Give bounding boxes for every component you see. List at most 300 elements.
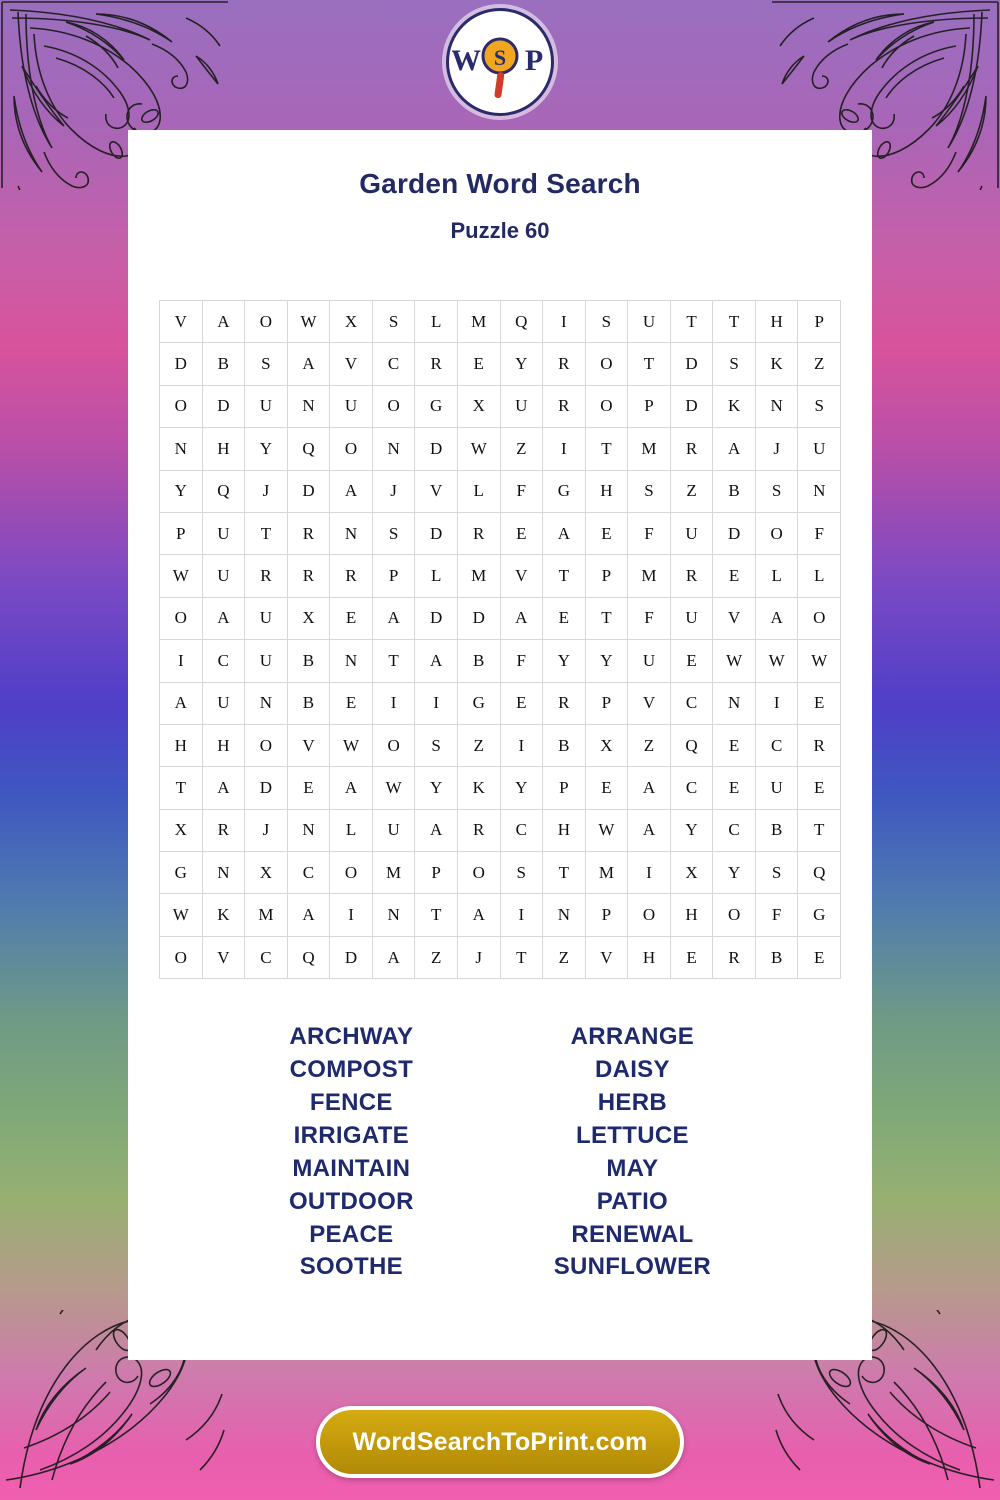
- grid-cell: B: [755, 936, 798, 978]
- grid-cell: Q: [670, 724, 713, 766]
- word-list-item: ARRANGE: [570, 1023, 695, 1051]
- grid-cell: E: [457, 343, 500, 385]
- grid-cell: O: [372, 724, 415, 766]
- grid-cell: D: [245, 767, 288, 809]
- grid-cell: A: [415, 640, 458, 682]
- word-list-item: SUNFLOWER: [553, 1253, 712, 1281]
- grid-cell: E: [585, 767, 628, 809]
- grid-cell: M: [457, 301, 500, 343]
- grid-cell: O: [245, 301, 288, 343]
- grid-cell: A: [628, 767, 671, 809]
- grid-cell: S: [585, 301, 628, 343]
- magnifier-icon: [452, 14, 548, 110]
- grid-cell: K: [713, 385, 756, 427]
- grid-cell: D: [713, 512, 756, 554]
- grid-cell: U: [798, 428, 841, 470]
- grid-cell: U: [202, 512, 245, 554]
- grid-cell: M: [628, 555, 671, 597]
- grid-cell: W: [160, 894, 203, 936]
- grid-cell: O: [160, 936, 203, 978]
- grid-cell: T: [585, 428, 628, 470]
- grid-cell: L: [330, 809, 373, 851]
- grid-cell: Y: [500, 767, 543, 809]
- grid-cell: R: [287, 512, 330, 554]
- grid-cell: A: [543, 512, 586, 554]
- grid-cell: U: [202, 682, 245, 724]
- grid-cell: F: [798, 512, 841, 554]
- grid-cell: Z: [670, 470, 713, 512]
- grid-row: [160, 512, 841, 554]
- grid-cell: A: [628, 809, 671, 851]
- grid-cell: I: [500, 894, 543, 936]
- grid-cell: U: [245, 640, 288, 682]
- grid-cell: T: [415, 894, 458, 936]
- grid-cell: R: [670, 428, 713, 470]
- grid-cell: S: [628, 470, 671, 512]
- grid-cell: I: [160, 640, 203, 682]
- grid-cell: Y: [500, 343, 543, 385]
- grid-cell: R: [543, 385, 586, 427]
- grid-cell: L: [798, 555, 841, 597]
- grid-cell: E: [543, 597, 586, 639]
- grid-row: [160, 640, 841, 682]
- grid-cell: V: [287, 724, 330, 766]
- grid-row: [160, 724, 841, 766]
- grid-cell: L: [415, 301, 458, 343]
- grid-cell: K: [755, 343, 798, 385]
- grid-cell: O: [713, 894, 756, 936]
- grid-row: [160, 809, 841, 851]
- grid-cell: D: [415, 512, 458, 554]
- grid-cell: L: [457, 470, 500, 512]
- grid-cell: Z: [628, 724, 671, 766]
- grid-cell: S: [415, 724, 458, 766]
- word-list-item: PEACE: [309, 1220, 394, 1248]
- grid-cell: O: [755, 512, 798, 554]
- grid-cell: P: [585, 555, 628, 597]
- grid-cell: R: [543, 682, 586, 724]
- grid-cell: Z: [543, 936, 586, 978]
- grid-cell: A: [372, 936, 415, 978]
- grid-cell: G: [160, 852, 203, 894]
- grid-cell: N: [330, 512, 373, 554]
- grid-cell: P: [372, 555, 415, 597]
- grid-cell: I: [415, 682, 458, 724]
- grid-cell: T: [670, 301, 713, 343]
- grid-cell: Y: [543, 640, 586, 682]
- grid-cell: F: [628, 512, 671, 554]
- grid-cell: P: [415, 852, 458, 894]
- grid-cell: Y: [585, 640, 628, 682]
- grid-cell: L: [755, 555, 798, 597]
- grid-cell: U: [670, 512, 713, 554]
- grid-cell: G: [415, 385, 458, 427]
- grid-cell: K: [457, 767, 500, 809]
- grid-cell: Z: [457, 724, 500, 766]
- word-list-item: ARCHWAY: [289, 1023, 414, 1051]
- grid-cell: P: [160, 512, 203, 554]
- grid-cell: X: [670, 852, 713, 894]
- grid-cell: O: [585, 385, 628, 427]
- word-list-item: MAINTAIN: [292, 1154, 411, 1182]
- grid-cell: E: [330, 682, 373, 724]
- puzzle-number: Puzzle 60: [450, 218, 550, 243]
- grid-cell: I: [755, 682, 798, 724]
- grid-cell: H: [202, 428, 245, 470]
- word-list-item: SOOTHE: [299, 1253, 403, 1281]
- grid-cell: Q: [798, 852, 841, 894]
- grid-cell: K: [202, 894, 245, 936]
- grid-cell: E: [500, 682, 543, 724]
- grid-cell: R: [202, 809, 245, 851]
- grid-row: [160, 428, 841, 470]
- site-logo: [446, 8, 554, 116]
- grid-cell: N: [713, 682, 756, 724]
- grid-cell: E: [798, 767, 841, 809]
- grid-cell: W: [287, 301, 330, 343]
- grid-cell: C: [670, 682, 713, 724]
- grid-cell: B: [755, 809, 798, 851]
- word-list-item: LETTUCE: [576, 1121, 689, 1149]
- grid-cell: P: [798, 301, 841, 343]
- grid-cell: N: [755, 385, 798, 427]
- grid-cell: E: [670, 640, 713, 682]
- grid-cell: M: [372, 852, 415, 894]
- grid-cell: Q: [202, 470, 245, 512]
- word-list-item: OUTDOOR: [288, 1187, 414, 1215]
- grid-cell: I: [500, 724, 543, 766]
- grid-cell: I: [372, 682, 415, 724]
- grid-cell: R: [670, 555, 713, 597]
- grid-cell: E: [585, 512, 628, 554]
- grid-cell: U: [202, 555, 245, 597]
- grid-cell: N: [202, 852, 245, 894]
- grid-cell: N: [330, 640, 373, 682]
- grid-row: [160, 852, 841, 894]
- grid-cell: U: [245, 597, 288, 639]
- grid-cell: M: [457, 555, 500, 597]
- grid-cell: V: [160, 301, 203, 343]
- grid-cell: J: [755, 428, 798, 470]
- grid-cell: A: [287, 343, 330, 385]
- grid-cell: W: [372, 767, 415, 809]
- grid-cell: S: [500, 852, 543, 894]
- grid-cell: L: [415, 555, 458, 597]
- grid-cell: U: [670, 597, 713, 639]
- word-list-item: FENCE: [309, 1089, 393, 1116]
- grid-cell: P: [543, 767, 586, 809]
- grid-cell: I: [330, 894, 373, 936]
- grid-cell: W: [457, 428, 500, 470]
- grid-row: [160, 470, 841, 512]
- grid-cell: I: [543, 301, 586, 343]
- svg-text:S: S: [493, 45, 507, 70]
- grid-cell: M: [245, 894, 288, 936]
- grid-cell: E: [713, 767, 756, 809]
- grid-cell: T: [713, 301, 756, 343]
- grid-cell: V: [330, 343, 373, 385]
- grid-cell: C: [755, 724, 798, 766]
- grid-cell: E: [500, 512, 543, 554]
- grid-cell: R: [798, 724, 841, 766]
- grid-cell: T: [585, 597, 628, 639]
- grid-cell: O: [457, 852, 500, 894]
- grid-cell: P: [585, 682, 628, 724]
- grid-cell: T: [245, 512, 288, 554]
- grid-cell: Z: [798, 343, 841, 385]
- grid-cell: A: [202, 597, 245, 639]
- puzzle-sheet: [128, 130, 872, 1360]
- grid-cell: C: [245, 936, 288, 978]
- grid-cell: X: [287, 597, 330, 639]
- grid-cell: H: [585, 470, 628, 512]
- svg-text:W: W: [452, 44, 481, 77]
- grid-cell: E: [798, 682, 841, 724]
- grid-cell: Y: [670, 809, 713, 851]
- grid-cell: P: [628, 385, 671, 427]
- word-list-item: COMPOST: [289, 1056, 414, 1084]
- grid-cell: W: [713, 640, 756, 682]
- grid-cell: N: [798, 470, 841, 512]
- grid-cell: H: [543, 809, 586, 851]
- grid-cell: V: [415, 470, 458, 512]
- grid-cell: V: [202, 936, 245, 978]
- word-list-item: PATIO: [596, 1187, 669, 1215]
- grid-cell: X: [245, 852, 288, 894]
- grid-cell: C: [372, 343, 415, 385]
- grid-cell: S: [798, 385, 841, 427]
- grid-cell: R: [457, 809, 500, 851]
- grid-cell: S: [245, 343, 288, 385]
- grid-cell: C: [713, 809, 756, 851]
- grid-cell: A: [372, 597, 415, 639]
- site-url-label: WordSearchToPrint.com: [352, 1427, 648, 1456]
- grid-cell: T: [372, 640, 415, 682]
- word-list-item: RENEWAL: [571, 1220, 694, 1248]
- grid-cell: A: [713, 428, 756, 470]
- grid-row: [160, 767, 841, 809]
- grid-cell: D: [287, 470, 330, 512]
- site-url-button[interactable]: [316, 1406, 684, 1478]
- grid-cell: D: [457, 597, 500, 639]
- grid-cell: E: [713, 724, 756, 766]
- grid-cell: T: [798, 809, 841, 851]
- grid-cell: R: [713, 936, 756, 978]
- grid-cell: W: [798, 640, 841, 682]
- grid-cell: H: [755, 301, 798, 343]
- grid-cell: E: [713, 555, 756, 597]
- grid-cell: Y: [160, 470, 203, 512]
- grid-cell: M: [628, 428, 671, 470]
- grid-cell: N: [372, 894, 415, 936]
- grid-cell: G: [457, 682, 500, 724]
- grid-cell: A: [415, 809, 458, 851]
- grid-cell: R: [457, 512, 500, 554]
- grid-cell: A: [202, 301, 245, 343]
- grid-cell: T: [543, 555, 586, 597]
- grid-row: [160, 343, 841, 385]
- grid-cell: H: [160, 724, 203, 766]
- grid-cell: Y: [245, 428, 288, 470]
- grid-cell: N: [287, 385, 330, 427]
- grid-row: [160, 555, 841, 597]
- grid-cell: H: [670, 894, 713, 936]
- grid-cell: U: [755, 767, 798, 809]
- grid-cell: X: [457, 385, 500, 427]
- grid-cell: A: [330, 470, 373, 512]
- grid-cell: Q: [500, 301, 543, 343]
- grid-cell: E: [287, 767, 330, 809]
- grid-cell: H: [202, 724, 245, 766]
- grid-cell: S: [713, 343, 756, 385]
- grid-cell: N: [160, 428, 203, 470]
- grid-cell: Y: [415, 767, 458, 809]
- grid-cell: E: [330, 597, 373, 639]
- grid-cell: I: [628, 852, 671, 894]
- grid-cell: P: [585, 894, 628, 936]
- grid-cell: O: [245, 724, 288, 766]
- grid-cell: F: [628, 597, 671, 639]
- grid-cell: U: [500, 385, 543, 427]
- grid-row: [160, 385, 841, 427]
- grid-cell: D: [670, 343, 713, 385]
- grid-cell: C: [500, 809, 543, 851]
- grid-cell: J: [457, 936, 500, 978]
- grid-cell: Q: [287, 428, 330, 470]
- grid-cell: C: [202, 640, 245, 682]
- grid-cell: U: [245, 385, 288, 427]
- grid-cell: B: [457, 640, 500, 682]
- grid-cell: O: [628, 894, 671, 936]
- page-title: Garden Word Search: [359, 168, 641, 199]
- grid-cell: V: [500, 555, 543, 597]
- grid-cell: D: [202, 385, 245, 427]
- word-list-item: MAY: [606, 1154, 659, 1182]
- grid-cell: R: [330, 555, 373, 597]
- word-list-item: DAISY: [594, 1056, 670, 1084]
- grid-row: [160, 301, 841, 343]
- grid-cell: W: [755, 640, 798, 682]
- grid-cell: B: [202, 343, 245, 385]
- grid-cell: T: [543, 852, 586, 894]
- grid-cell: B: [287, 640, 330, 682]
- grid-cell: F: [500, 640, 543, 682]
- grid-cell: B: [713, 470, 756, 512]
- grid-cell: G: [798, 894, 841, 936]
- grid-cell: T: [628, 343, 671, 385]
- grid-cell: N: [372, 428, 415, 470]
- grid-cell: B: [543, 724, 586, 766]
- grid-cell: B: [287, 682, 330, 724]
- grid-cell: O: [372, 385, 415, 427]
- grid-cell: I: [543, 428, 586, 470]
- grid-row: [160, 682, 841, 724]
- grid-cell: U: [628, 301, 671, 343]
- grid-cell: A: [755, 597, 798, 639]
- grid-cell: R: [287, 555, 330, 597]
- grid-cell: A: [500, 597, 543, 639]
- grid-cell: Z: [500, 428, 543, 470]
- grid-cell: F: [755, 894, 798, 936]
- grid-cell: M: [585, 852, 628, 894]
- grid-cell: O: [330, 852, 373, 894]
- grid-cell: N: [245, 682, 288, 724]
- grid-cell: J: [245, 809, 288, 851]
- grid-cell: H: [628, 936, 671, 978]
- grid-row: [160, 597, 841, 639]
- grid-row: [160, 936, 841, 978]
- grid-cell: C: [670, 767, 713, 809]
- grid-cell: J: [245, 470, 288, 512]
- word-list: [190, 1021, 810, 1284]
- grid-cell: D: [330, 936, 373, 978]
- grid-cell: R: [415, 343, 458, 385]
- grid-cell: E: [798, 936, 841, 978]
- grid-cell: Q: [287, 936, 330, 978]
- word-list-left-column: [289, 1021, 414, 1284]
- grid-cell: C: [287, 852, 330, 894]
- grid-cell: O: [585, 343, 628, 385]
- word-list-item: HERB: [597, 1089, 667, 1116]
- grid-cell: A: [160, 682, 203, 724]
- grid-cell: Y: [713, 852, 756, 894]
- grid-cell: W: [585, 809, 628, 851]
- grid-cell: V: [628, 682, 671, 724]
- grid-cell: E: [670, 936, 713, 978]
- grid-cell: D: [160, 343, 203, 385]
- grid-cell: S: [755, 470, 798, 512]
- grid-row: [160, 894, 841, 936]
- grid-cell: U: [330, 385, 373, 427]
- word-list-item: IRRIGATE: [293, 1121, 409, 1149]
- grid-cell: X: [160, 809, 203, 851]
- grid-cell: A: [202, 767, 245, 809]
- grid-cell: V: [713, 597, 756, 639]
- grid-cell: J: [372, 470, 415, 512]
- grid-cell: D: [415, 428, 458, 470]
- grid-cell: U: [372, 809, 415, 851]
- grid-cell: O: [798, 597, 841, 639]
- grid-cell: O: [330, 428, 373, 470]
- grid-cell: U: [628, 640, 671, 682]
- grid-cell: S: [755, 852, 798, 894]
- word-list-right-column: [554, 1021, 711, 1284]
- grid-cell: X: [585, 724, 628, 766]
- grid-cell: F: [500, 470, 543, 512]
- grid-cell: D: [415, 597, 458, 639]
- grid-cell: T: [500, 936, 543, 978]
- grid-cell: A: [287, 894, 330, 936]
- grid-cell: R: [543, 343, 586, 385]
- grid-cell: A: [330, 767, 373, 809]
- grid-cell: Z: [415, 936, 458, 978]
- grid-cell: S: [372, 301, 415, 343]
- grid-cell: T: [160, 767, 203, 809]
- grid-cell: D: [670, 385, 713, 427]
- grid-cell: W: [160, 555, 203, 597]
- grid-cell: W: [330, 724, 373, 766]
- grid-cell: R: [245, 555, 288, 597]
- grid-cell: N: [287, 809, 330, 851]
- grid-cell: O: [160, 385, 203, 427]
- grid-cell: O: [160, 597, 203, 639]
- grid-cell: A: [457, 894, 500, 936]
- word-search-grid: [159, 300, 841, 979]
- grid-cell: S: [372, 512, 415, 554]
- grid-cell: N: [543, 894, 586, 936]
- grid-cell: G: [543, 470, 586, 512]
- grid-cell: V: [585, 936, 628, 978]
